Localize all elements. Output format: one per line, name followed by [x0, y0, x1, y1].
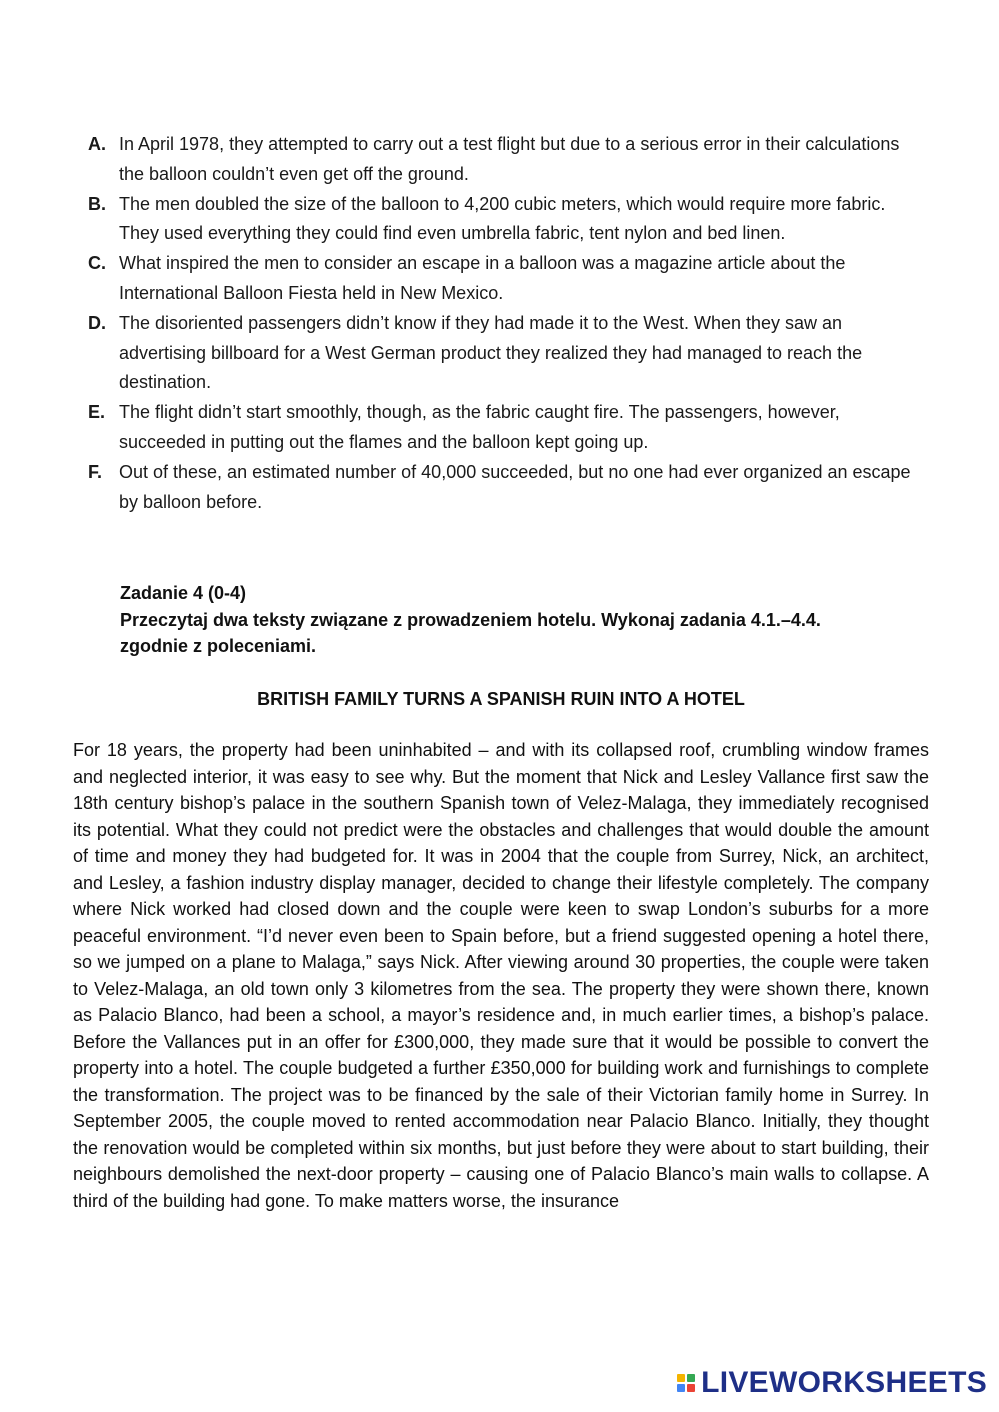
option-letter: E.	[88, 402, 106, 423]
option-text: The disoriented passengers didn’t know if they had made it to the West. When they saw an advertising billboard for a West German product they realized they had managed to reach the destination.	[119, 312, 863, 393]
option-d	[88, 309, 928, 398]
liveworksheets-logo[interactable]	[677, 1368, 987, 1398]
task-block	[120, 580, 880, 660]
option-c	[88, 249, 928, 309]
option-letter: F.	[88, 461, 103, 482]
option-f	[88, 458, 928, 518]
logo-tile	[687, 1374, 695, 1382]
option-a	[88, 130, 928, 190]
option-text: What inspired the men to consider an escape in a balloon was a magazine article about the International Balloon Fiesta held in New Mexico.	[119, 253, 846, 303]
option-e	[88, 398, 928, 458]
logo-text: LIVEWORKSHEETS	[701, 1366, 987, 1399]
answer-options-list	[88, 130, 928, 517]
option-text: The flight didn’t start smoothly, though, as the fabric caught fire. The passengers, however, succeeded in putting out the flames and the balloon kept going up.	[119, 402, 840, 452]
task-instruction: Przeczytaj dwa teksty związane z prowadzeniem hotelu. Wykonaj zadania 4.1.–4.4. zgodnie z poleceniami.	[120, 609, 821, 656]
option-letter: A.	[88, 134, 106, 154]
logo-tile	[687, 1384, 695, 1392]
option-letter: C.	[88, 253, 106, 274]
option-letter: D.	[88, 312, 106, 333]
option-text: In April 1978, they attempted to carry out a test flight but due to a serious error in their calculations the balloon couldn’t even get off the ground.	[119, 134, 900, 184]
article-heading: BRITISH FAMILY TURNS A SPANISH RUIN INTO A HOTEL	[257, 689, 745, 709]
option-text: Out of these, an estimated number of 40,000 succeeded, but no one had ever organized an escape by balloon before.	[119, 461, 911, 512]
liveworksheets-logo-icon	[677, 1374, 695, 1392]
option-text: The men doubled the size of the balloon to 4,200 cubic meters, which would require more fabric. They used everything they could find even umbrella fabric, tent nylon and bed linen.	[119, 193, 886, 244]
option-b	[88, 190, 928, 250]
task-title: Zadanie 4 (0-4)	[120, 583, 247, 603]
logo-tile	[677, 1374, 685, 1382]
article-body: For 18 years, the property had been uninhabited – and with its collapsed roof, crumbling window frames and neglected interior, it was easy to see why. But the moment that Nick and Lesley Vallance first saw the 18th century bishop’s palace in the southern Spanish town of Velez-Malaga, they immediately recognised its potential. What they could not predict were the obstacles and challenges that would double the amount of time and money they had budgeted for. It was in 2004 that the couple from Surrey, Nick, an architect, and Lesley, a fashion industry display manager, decided to change their lifestyle completely. The company where Nick worked had closed down and the couple were keen to swap London’s suburbs for a more peaceful environment. “I’d never even been to Spain before, but a friend suggested opening a hotel there, so we jumped on a plane to Malaga,” says Nick. After viewing around 30 properties, the couple were taken to Velez-Malaga, an old town only 3 kilometres from the sea. The property they were shown there, known as Palacio Blanco, had been a school, a mayor’s residence and, in much earlier times, a bishop’s palace. Before the Vallances put in an offer for £300,000, they made sure that it would be possible to convert the property into a hotel. The couple budgeted a further £350,000 for building work and furnishings to complete the transformation. The project was to be financed by the sale of their Victorian family home in Surrey. In September 2005, the couple moved to rented accommodation near Palacio Blanco. Initially, they thought the renovation would be completed within six months, but just before they were about to start building, their neighbours demolished the next-door property – causing one of Palacio Blanco’s main walls to collapse. A third of the building had gone. To make matters worse, the insurance	[73, 740, 929, 1211]
option-letter: B.	[88, 193, 106, 214]
logo-tile	[677, 1384, 685, 1392]
